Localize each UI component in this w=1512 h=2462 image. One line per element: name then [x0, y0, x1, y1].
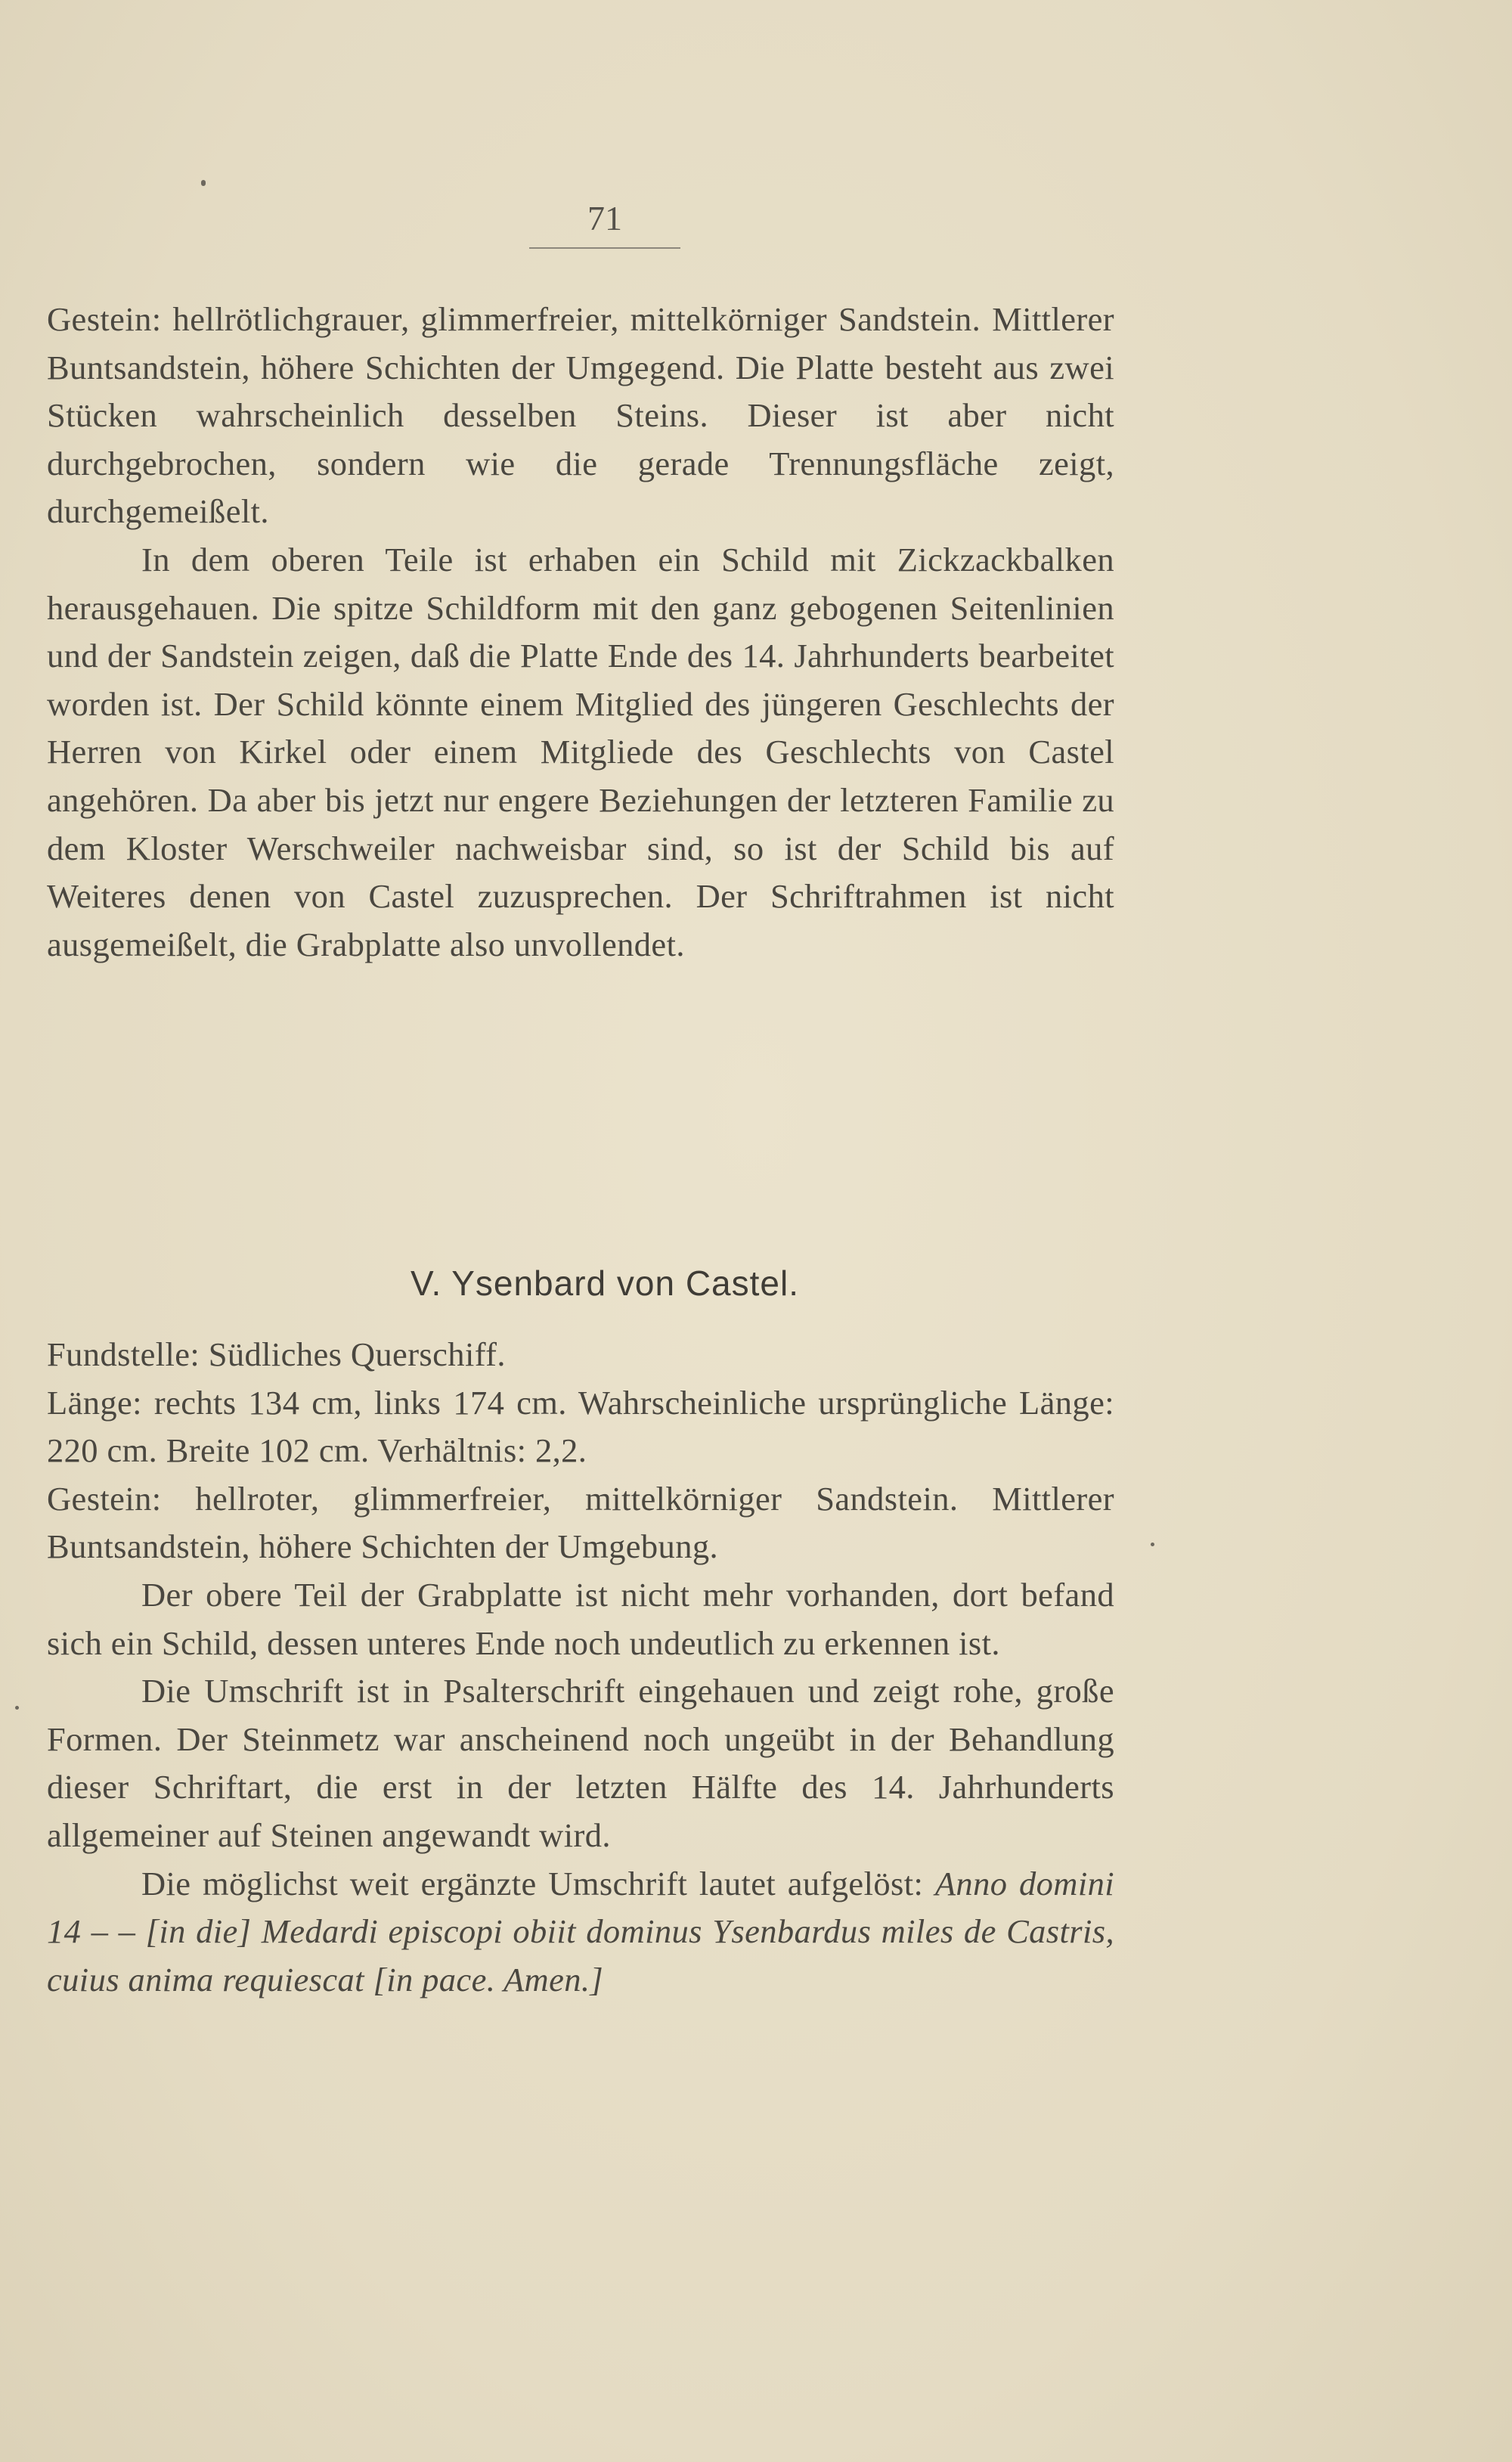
- print-speck: [15, 1706, 19, 1710]
- paragraph-gestein: Gestein: hellrötlichgrauer, glimmerfreier, mittelkörniger Sandstein. Mittlerer Buntsandstein, höhere Schichten der Umgegend. Die Platte besteht aus zwei Stücken wahrscheinlich desselben Steins. Dieser ist aber nicht durchgebrochen, sondern wie die gerade Trennungsfläche zeigt, durchgemeißelt.: [47, 300, 1114, 531]
- section-2-text: [47, 1331, 1114, 2004]
- page-number-rule: [529, 247, 680, 249]
- paragraph-laenge: Länge: rechts 134 cm, links 174 cm. Wahrscheinliche ursprüngliche Länge: 220 cm. Breite 102 cm. Verhältnis: 2,2.: [47, 1383, 1114, 1470]
- umschrift-intro: Die möglichst weit ergänzte Umschrift lautet aufgelöst:: [141, 1864, 935, 1902]
- paragraph-fundstelle: Fundstelle: Südliches Querschiff.: [47, 1335, 506, 1373]
- paragraph-oberer-teil: Der obere Teil der Grabplatte ist nicht mehr vorhanden, dort befand sich ein Schild, dessen unteres Ende noch undeutlich zu erkennen ist.: [47, 1575, 1114, 1662]
- print-speck: [201, 180, 206, 186]
- inscription-text: Anno domini 14 – – [in die] Medardi episcopi obiit dominus Ysenbardus miles de Castris, cuius anima requiescat [in pace. Amen.]: [47, 1864, 1114, 1998]
- paragraph-gestein-2: Gestein: hellroter, glimmerfreier, mittelkörniger Sandstein. Mittlerer Buntsandstein, höhere Schichten der Umgebung.: [47, 1479, 1114, 1566]
- paragraph-schild: In dem oberen Teile ist erhaben ein Schild mit Zickzackbalken herausgehauen. Die spitze Schildform mit den ganz gebogenen Seitenlinien und der Sandstein zeigen, daß die Platte Ende des 14. Jahrhunderts bearbeitet worden ist. Der Schild könnte einem Mitglied des jüngeren Geschlechts der Herren von Kirkel oder einem Mitgliede des Geschlechts von Castel angehören. Da aber bis jetzt nur engere Beziehungen der letzteren Familie zu dem Kloster Werschweiler nachweisbar sind, so ist der Schild bis auf Weiteres denen von Castel zuzusprechen. Der Schriftrahmen ist nicht ausgemeißelt, die Grabplatte also unvollendet.: [47, 540, 1114, 963]
- print-speck: [1151, 1543, 1154, 1546]
- section-1-text: [47, 296, 1114, 969]
- page-number: 71: [587, 199, 622, 237]
- paragraph-umschrift: Die Umschrift ist in Psalterschrift eingehauen und zeigt rohe, große Formen. Der Steinmetz war anscheinend noch ungeübt in der Behandlung dieser Schriftart, die erst in der letzten Hälfte des 14. Jahrhunderts allgemeiner auf Steinen angewandt wird.: [47, 1672, 1114, 1854]
- section-heading: V. Ysenbard von Castel.: [411, 1264, 799, 1303]
- paragraph-ergaenzte-umschrift: [47, 1860, 1114, 2005]
